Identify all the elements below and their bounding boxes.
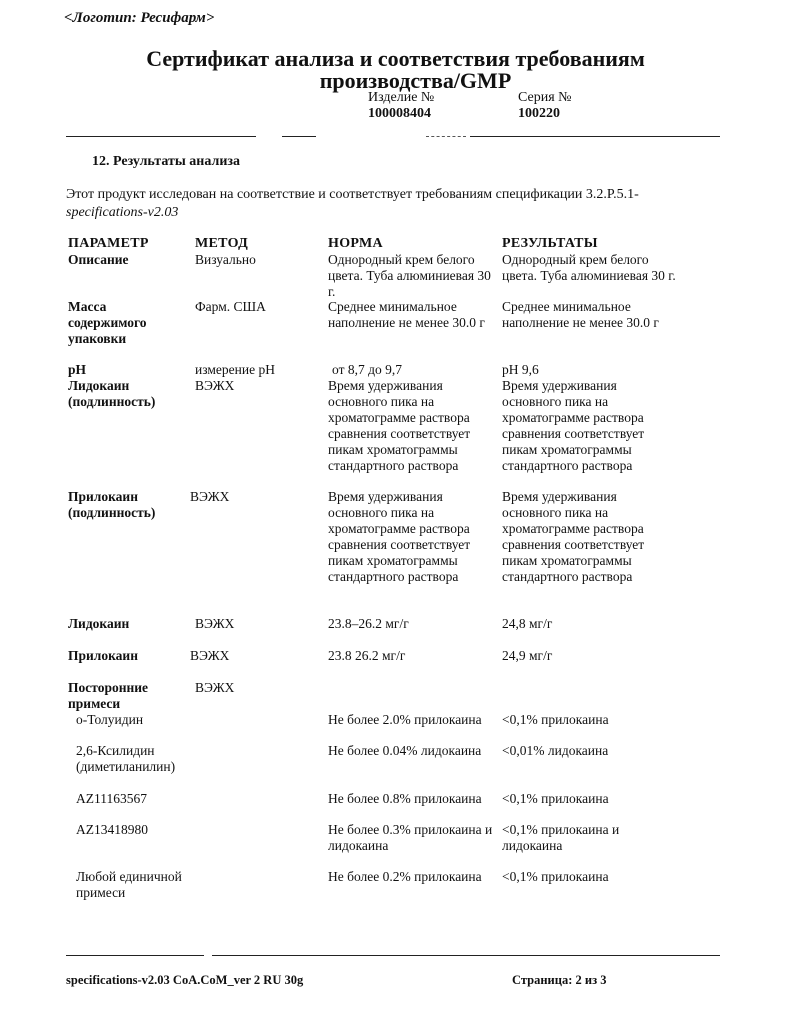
table-row-method: ВЭЖХ — [195, 616, 235, 631]
impurity-norm: Не более 0.8% прилокаина — [328, 791, 482, 806]
impurity-name: AZ11163567 — [76, 791, 147, 806]
series-label: Серия № — [518, 90, 572, 105]
table-row-norm: Однородный крем белого цвета. Туба алюминиевая 30 г. — [328, 252, 491, 299]
intro-text: Этот продукт исследован на соответствие и соответствует требованиям спецификации 3.2.P.5.1- — [66, 187, 639, 202]
footer-page-number: Страница: 2 из 3 — [512, 973, 607, 987]
table-row-param: Масса содержимого упаковки — [68, 299, 147, 346]
impurity-result: <0,1% прилокаина — [502, 712, 609, 727]
table-row-result: Время удерживания основного пика на хроматограмме раствора сравнения соответствует пикам хроматограммы стандартного раствора — [502, 489, 645, 584]
logo-placeholder: <Логотип: Ресифарм> — [64, 10, 215, 26]
table-row-method: измерение pH — [195, 362, 275, 377]
col-header-result: РЕЗУЛЬТАТЫ — [502, 236, 598, 251]
header-rule-1 — [66, 136, 256, 137]
table-row-param: pH — [68, 362, 87, 377]
series-number: 100220 — [518, 106, 560, 121]
table-row-norm: Время удерживания основного пика на хроматограмме раствора сравнения соответствует пикам хроматограммы стандартного раствора — [328, 378, 471, 473]
product-number: 100008404 — [368, 106, 431, 121]
table-row-method: ВЭЖХ — [195, 378, 235, 393]
table-row-method: ВЭЖХ — [190, 489, 230, 504]
impurity-result: <0,1% прилокаина — [502, 869, 609, 884]
table-row-norm: Время удерживания основного пика на хроматограмме раствора сравнения соответствует пикам хроматограммы стандартного раствора — [328, 489, 471, 584]
page-title-line2: производства/GMP — [319, 68, 512, 93]
table-row-result: Однородный крем белого цвета. Туба алюминиевая 30 г. — [502, 252, 676, 283]
impurity-norm: Не более 2.0% прилокаина — [328, 712, 482, 727]
impurity-name: Любой единичной примеси — [76, 869, 182, 900]
header-rule-3 — [426, 136, 466, 137]
table-row-method: Визуально — [195, 252, 256, 267]
table-row-method: Фарм. США — [195, 299, 266, 314]
table-row-param: Лидокаин — [68, 616, 130, 631]
impurity-name: 2,6-Ксилидин (диметиланилин) — [76, 743, 176, 774]
table-row-param: Посторонние примеси — [68, 680, 149, 711]
table-row-norm: 23.8 26.2 мг/г — [328, 648, 406, 663]
intro-paragraph — [66, 186, 706, 222]
table-row-norm: Среднее минимальное наполнение не менее 30.0 г — [328, 299, 485, 330]
col-header-method: МЕТОД — [195, 236, 249, 251]
impurity-name: AZ13418980 — [76, 822, 148, 837]
page-title: Сертификат анализа и соответствия требованиям — [146, 46, 645, 71]
impurity-result: <0,1% прилокаина — [502, 791, 609, 806]
table-row-method: ВЭЖХ — [190, 648, 230, 663]
product-label: Изделие № — [368, 90, 435, 105]
col-header-param: ПАРАМЕТР — [68, 236, 149, 251]
table-row-param: Описание — [68, 252, 129, 267]
footer-doc-ref: specifications-v2.03 CoA.CoM_ver 2 RU 30g — [66, 973, 304, 987]
table-row-result: pH 9,6 — [502, 362, 539, 377]
table-row-param: Лидокаин (подлинность) — [68, 378, 156, 409]
impurity-norm: Не более 0.04% лидокаина — [328, 743, 482, 758]
table-row-result: Среднее минимальное наполнение не менее 30.0 г — [502, 299, 659, 330]
table-row-param: Прилокаин — [68, 648, 138, 663]
col-header-norm: НОРМА — [328, 236, 383, 251]
footer-rule-2 — [212, 955, 720, 956]
table-row-method: ВЭЖХ — [195, 680, 235, 695]
footer-rule-1 — [66, 955, 204, 956]
impurity-result: <0,01% лидокаина — [502, 743, 609, 758]
header-rule-4 — [470, 136, 720, 137]
impurity-norm: Не более 0.2% прилокаина — [328, 869, 482, 884]
table-row-param: Прилокаин (подлинность) — [68, 489, 156, 520]
section-heading: 12. Результаты анализа — [92, 154, 241, 169]
table-row-result: 24,8 мг/г — [502, 616, 553, 631]
header-rule-2 — [282, 136, 316, 137]
impurity-norm: Не более 0.3% прилокаина и лидокаина — [328, 822, 493, 853]
intro-spec-ref: specifications-v2.03 — [66, 205, 179, 220]
table-row-norm: от 8,7 до 9,7 — [332, 362, 402, 377]
table-row-result: Время удерживания основного пика на хроматограмме раствора сравнения соответствует пикам хроматограммы стандартного раствора — [502, 378, 645, 473]
impurity-result: <0,1% прилокаина и лидокаина — [502, 822, 620, 853]
table-row-result: 24,9 мг/г — [502, 648, 553, 663]
table-row-norm: 23.8–26.2 мг/г — [328, 616, 409, 631]
impurity-name: о-Толуидин — [76, 712, 144, 727]
